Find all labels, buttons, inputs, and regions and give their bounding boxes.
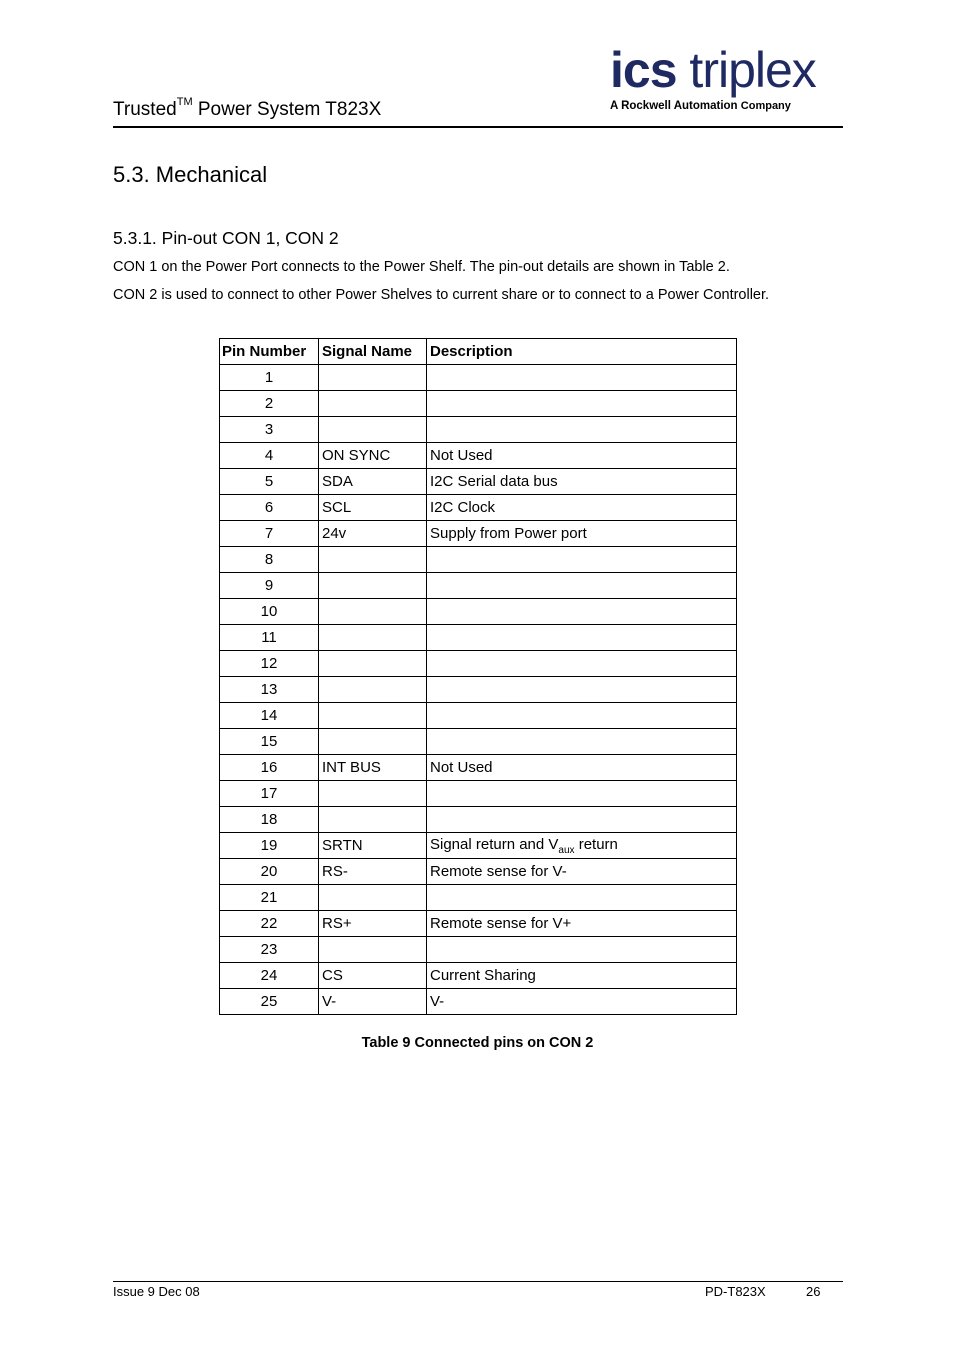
footer-issue: Issue 9 Dec 08 <box>113 1284 200 1299</box>
pin-number-cell: 9 <box>220 573 319 599</box>
description-cell: I2C Clock <box>427 495 737 521</box>
pin-number-cell: 17 <box>220 781 319 807</box>
document-title <box>113 96 382 121</box>
pin-number-cell: 13 <box>220 677 319 703</box>
signal-name-cell: CS <box>319 963 427 989</box>
description-cell <box>427 599 737 625</box>
signal-name-cell <box>319 651 427 677</box>
description-cell <box>427 937 737 963</box>
table-row <box>220 651 737 677</box>
signal-name-cell <box>319 417 427 443</box>
description-cell: Not Used <box>427 755 737 781</box>
description-cell: Supply from Power port <box>427 521 737 547</box>
description-cell: Remote sense for V+ <box>427 911 737 937</box>
signal-name-cell <box>319 807 427 833</box>
table-row <box>220 521 737 547</box>
signal-name-cell <box>319 729 427 755</box>
table-row <box>220 937 737 963</box>
table-row <box>220 755 737 781</box>
description-cell: Remote sense for V- <box>427 859 737 885</box>
pin-number-cell: 16 <box>220 755 319 781</box>
description-cell <box>427 677 737 703</box>
logo-tagline <box>610 100 816 112</box>
description-cell: Current Sharing <box>427 963 737 989</box>
description-cell <box>427 885 737 911</box>
title-rest: Power System T823X <box>192 99 382 120</box>
footer-page-number: 26 <box>806 1284 821 1299</box>
pin-number-cell: 15 <box>220 729 319 755</box>
description-cell <box>427 807 737 833</box>
table-row <box>220 573 737 599</box>
table-row <box>220 885 737 911</box>
description-subscript: aux <box>558 844 575 856</box>
table-row <box>220 443 737 469</box>
pin-number-cell: 8 <box>220 547 319 573</box>
footer-divider <box>113 1281 843 1282</box>
header-divider <box>113 126 843 128</box>
signal-name-cell: SDA <box>319 469 427 495</box>
description-cell <box>427 703 737 729</box>
signal-name-cell: INT BUS <box>319 755 427 781</box>
description-cell <box>427 625 737 651</box>
logo-light-part: triplex <box>689 42 816 98</box>
description-cell <box>427 781 737 807</box>
signal-name-cell: SRTN <box>319 833 427 859</box>
pinout-table <box>219 338 737 1015</box>
table-row <box>220 469 737 495</box>
pin-number-cell: 2 <box>220 391 319 417</box>
paragraph-con2: CON 2 is used to connect to other Power Shelves to current share or to connect to a Power Controller. <box>113 287 770 303</box>
company-logo <box>610 44 816 112</box>
header-signal-name: Signal Name <box>319 339 427 365</box>
signal-name-cell <box>319 703 427 729</box>
pin-number-cell: 6 <box>220 495 319 521</box>
signal-name-cell: RS- <box>319 859 427 885</box>
pin-number-cell: 4 <box>220 443 319 469</box>
description-cell <box>427 547 737 573</box>
pin-number-cell: 12 <box>220 651 319 677</box>
pin-number-cell: 14 <box>220 703 319 729</box>
pin-number-cell: 22 <box>220 911 319 937</box>
signal-name-cell <box>319 625 427 651</box>
table-row <box>220 807 737 833</box>
description-cell <box>427 573 737 599</box>
pin-number-cell: 3 <box>220 417 319 443</box>
description-cell: Not Used <box>427 443 737 469</box>
header-description: Description <box>427 339 737 365</box>
signal-name-cell <box>319 885 427 911</box>
pin-number-cell: 11 <box>220 625 319 651</box>
pin-number-cell: 21 <box>220 885 319 911</box>
signal-name-cell <box>319 599 427 625</box>
footer-doc-code: PD-T823X <box>705 1284 766 1299</box>
table-row <box>220 989 737 1015</box>
logo-tagline-text: A Rockwell Automation <box>610 100 738 112</box>
trademark-mark: TM <box>176 96 193 108</box>
description-cell: V- <box>427 989 737 1015</box>
signal-name-cell <box>319 547 427 573</box>
description-cell <box>427 417 737 443</box>
description-cell <box>427 651 737 677</box>
signal-name-cell <box>319 391 427 417</box>
table-row <box>220 781 737 807</box>
header-pin-number: Pin Number <box>220 339 319 365</box>
signal-name-cell: V- <box>319 989 427 1015</box>
signal-name-cell: 24v <box>319 521 427 547</box>
table-caption: Table 9 Connected pins on CON 2 <box>361 1035 594 1051</box>
table-row <box>220 859 737 885</box>
title-main: Trusted <box>113 99 177 120</box>
table-row <box>220 703 737 729</box>
pin-number-cell: 1 <box>220 365 319 391</box>
table-row <box>220 391 737 417</box>
table-row <box>220 963 737 989</box>
table-row <box>220 729 737 755</box>
table-row <box>220 365 737 391</box>
signal-name-cell <box>319 677 427 703</box>
description-cell <box>427 833 737 859</box>
table-header-row <box>220 339 737 365</box>
description-text-after: return <box>574 835 618 853</box>
logo-wordmark <box>610 44 816 96</box>
pin-number-cell: 24 <box>220 963 319 989</box>
pin-number-cell: 23 <box>220 937 319 963</box>
signal-name-cell <box>319 781 427 807</box>
table-row <box>220 547 737 573</box>
table-row <box>220 677 737 703</box>
description-text: Signal return and V <box>430 835 559 853</box>
pin-number-cell: 10 <box>220 599 319 625</box>
logo-bold-part: ics <box>610 42 677 98</box>
pin-number-cell: 25 <box>220 989 319 1015</box>
paragraph-con1: CON 1 on the Power Port connects to the Power Shelf. The pin-out details are shown in Table 2. <box>113 259 730 275</box>
table-row <box>220 599 737 625</box>
subsection-heading: 5.3.1. Pin-out CON 1, CON 2 <box>113 228 339 248</box>
pin-number-cell: 20 <box>220 859 319 885</box>
table-row <box>220 495 737 521</box>
signal-name-cell <box>319 937 427 963</box>
table-row <box>220 911 737 937</box>
signal-name-cell <box>319 365 427 391</box>
section-heading: 5.3. Mechanical <box>113 162 268 187</box>
description-cell <box>427 391 737 417</box>
description-cell <box>427 365 737 391</box>
pin-number-cell: 19 <box>220 833 319 859</box>
table-row <box>220 833 737 859</box>
logo-tagline-suffix: Company <box>740 100 791 112</box>
table-row <box>220 417 737 443</box>
description-cell: I2C Serial data bus <box>427 469 737 495</box>
table-row <box>220 625 737 651</box>
signal-name-cell <box>319 573 427 599</box>
pin-number-cell: 5 <box>220 469 319 495</box>
signal-name-cell: ON SYNC <box>319 443 427 469</box>
signal-name-cell: SCL <box>319 495 427 521</box>
description-cell <box>427 729 737 755</box>
signal-name-cell: RS+ <box>319 911 427 937</box>
pin-number-cell: 18 <box>220 807 319 833</box>
pin-number-cell: 7 <box>220 521 319 547</box>
